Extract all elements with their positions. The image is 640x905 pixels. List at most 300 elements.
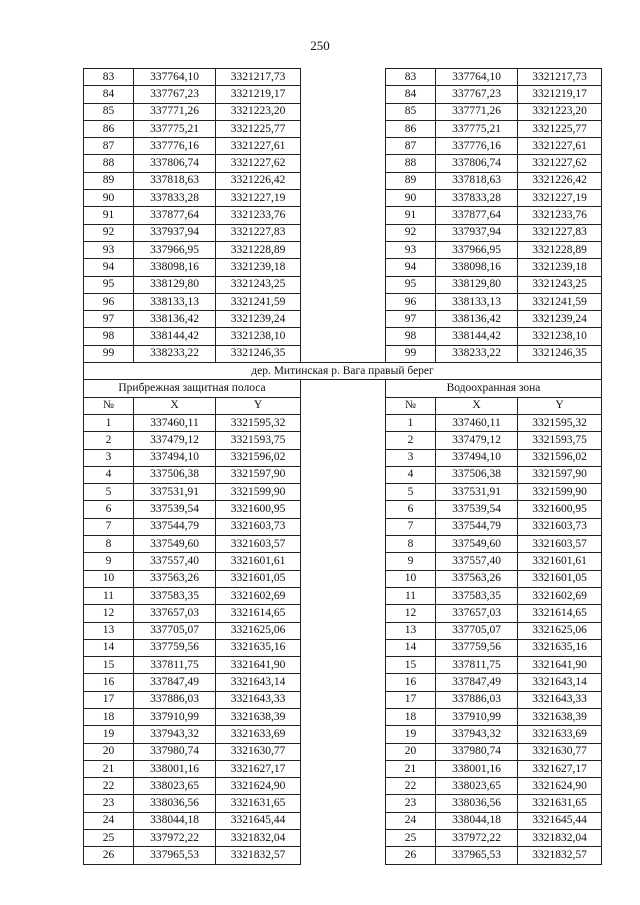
table-row [84,86,602,103]
num-cell: 17 [84,691,134,708]
column-gap [301,120,386,137]
y-cell: 3321603,73 [518,518,602,535]
x-cell: 337965,53 [134,847,216,864]
y-cell: 3321631,65 [518,795,602,812]
y-cell: 3321239,18 [216,259,301,276]
y-cell: 3321832,57 [216,847,301,864]
x-cell: 337937,94 [436,224,518,241]
coordinates-table [83,68,602,865]
y-cell: 3321635,16 [518,639,602,656]
x-cell: 337531,91 [134,484,216,501]
num-cell: 21 [84,760,134,777]
num-cell: 13 [84,622,134,639]
y-cell: 3321599,90 [216,484,301,501]
num-cell: 23 [386,795,436,812]
x-cell: 338136,42 [134,311,216,328]
x-cell: 337811,75 [134,657,216,674]
y-cell: 3321225,77 [216,120,301,137]
x-cell: 338023,65 [436,778,518,795]
x-cell: 337557,40 [436,553,518,570]
y-cell: 3321643,14 [518,674,602,691]
num-cell: 87 [386,138,436,155]
table-row [84,293,602,310]
y-cell: 3321643,33 [216,691,301,708]
y-cell: 3321228,89 [518,241,602,258]
x-cell: 337972,22 [436,830,518,847]
x-cell: 338098,16 [134,259,216,276]
x-cell: 337980,74 [134,743,216,760]
y-cell: 3321227,19 [518,190,602,207]
table-row [84,518,602,535]
column-gap [301,172,386,189]
table-row [84,345,602,362]
y-cell: 3321233,76 [216,207,301,224]
num-cell: 25 [84,830,134,847]
x-cell: 338144,42 [134,328,216,345]
table-row [84,432,602,449]
table-row [84,103,602,120]
num-cell: 1 [84,414,134,431]
num-cell: 90 [84,190,134,207]
num-cell: 20 [386,743,436,760]
x-cell: 337539,54 [134,501,216,518]
x-cell: 338133,13 [436,293,518,310]
y-cell: 3321602,69 [216,587,301,604]
x-cell: 338136,42 [436,311,518,328]
x-cell: 338133,13 [134,293,216,310]
x-cell: 337972,22 [134,830,216,847]
x-cell: 338044,18 [436,812,518,829]
table-row [84,224,602,241]
num-cell: 6 [84,501,134,518]
x-cell: 337657,03 [436,605,518,622]
num-cell: 83 [84,69,134,86]
table-row [84,778,602,795]
y-cell: 3321614,65 [518,605,602,622]
num-cell: 14 [386,639,436,656]
x-cell: 337657,03 [134,605,216,622]
x-cell: 337910,99 [436,708,518,725]
zone-title-row [84,380,602,397]
num-cell: 3 [386,449,436,466]
x-cell: 337910,99 [134,708,216,725]
num-cell: 9 [84,553,134,570]
y-cell: 3321832,04 [216,830,301,847]
y-cell: 3321614,65 [216,605,301,622]
header-x: X [436,397,518,414]
y-cell: 3321633,69 [518,726,602,743]
x-cell: 338129,80 [134,276,216,293]
x-cell: 337965,53 [436,847,518,864]
x-cell: 338144,42 [436,328,518,345]
y-cell: 3321643,14 [216,674,301,691]
num-cell: 15 [386,657,436,674]
table-row [84,69,602,86]
y-cell: 3321635,16 [216,639,301,656]
y-cell: 3321630,77 [216,743,301,760]
x-cell: 337506,38 [436,466,518,483]
x-cell: 338044,18 [134,812,216,829]
num-cell: 95 [84,276,134,293]
column-gap [301,155,386,172]
x-cell: 337563,26 [134,570,216,587]
num-cell: 84 [386,86,436,103]
x-cell: 337460,11 [134,414,216,431]
table-row [84,760,602,777]
num-cell: 83 [386,69,436,86]
x-cell: 337980,74 [436,743,518,760]
num-cell: 10 [386,570,436,587]
x-cell: 337966,95 [436,241,518,258]
y-cell: 3321227,62 [216,155,301,172]
column-gap [301,708,386,725]
table-row [84,466,602,483]
table-row [84,795,602,812]
table-row [84,501,602,518]
y-cell: 3321601,05 [216,570,301,587]
num-cell: 1 [386,414,436,431]
num-cell: 5 [84,484,134,501]
table-row [84,449,602,466]
num-cell: 97 [386,311,436,328]
table-row [84,207,602,224]
column-gap [301,536,386,553]
x-cell: 337818,63 [436,172,518,189]
page-number: 250 [310,38,330,53]
num-cell: 25 [386,830,436,847]
num-cell: 13 [386,622,436,639]
num-cell: 98 [386,328,436,345]
y-cell: 3321625,06 [216,622,301,639]
y-cell: 3321597,90 [518,466,602,483]
column-gap [301,587,386,604]
y-cell: 3321239,24 [518,311,602,328]
num-cell: 96 [84,293,134,310]
y-cell: 3321241,59 [216,293,301,310]
y-cell: 3321603,73 [216,518,301,535]
y-cell: 3321246,35 [216,345,301,362]
num-cell: 18 [84,708,134,725]
table-row [84,657,602,674]
x-cell: 337937,94 [134,224,216,241]
y-cell: 3321601,05 [518,570,602,587]
y-cell: 3321227,62 [518,155,602,172]
table-row [84,812,602,829]
num-cell: 12 [84,605,134,622]
column-gap [301,311,386,328]
num-cell: 99 [84,345,134,362]
x-cell: 338233,22 [436,345,518,362]
column-gap [301,691,386,708]
num-cell: 4 [84,466,134,483]
y-cell: 3321643,33 [518,691,602,708]
x-cell: 337818,63 [134,172,216,189]
table-row [84,190,602,207]
num-cell: 86 [386,120,436,137]
x-cell: 337759,56 [436,639,518,656]
num-cell: 89 [84,172,134,189]
num-cell: 4 [386,466,436,483]
y-cell: 3321641,90 [216,657,301,674]
x-cell: 337833,28 [436,190,518,207]
y-cell: 3321595,32 [518,414,602,431]
x-cell: 337943,32 [436,726,518,743]
x-cell: 337563,26 [436,570,518,587]
column-gap [301,138,386,155]
y-cell: 3321603,57 [216,536,301,553]
column-gap [301,778,386,795]
column-gap [301,501,386,518]
num-cell: 26 [84,847,134,864]
y-cell: 3321625,06 [518,622,602,639]
num-cell: 19 [84,726,134,743]
y-cell: 3321239,24 [216,311,301,328]
y-cell: 3321638,39 [518,708,602,725]
num-cell: 93 [386,241,436,258]
x-cell: 337759,56 [134,639,216,656]
x-cell: 338098,16 [436,259,518,276]
num-cell: 22 [84,778,134,795]
x-cell: 337775,21 [134,120,216,137]
x-cell: 337705,07 [134,622,216,639]
x-cell: 337549,60 [134,536,216,553]
table-row [84,536,602,553]
column-gap [301,328,386,345]
y-cell: 3321239,18 [518,259,602,276]
y-cell: 3321227,83 [518,224,602,241]
x-cell: 337767,23 [134,86,216,103]
num-cell: 6 [386,501,436,518]
y-cell: 3321599,90 [518,484,602,501]
x-cell: 337764,10 [134,69,216,86]
num-cell: 90 [386,190,436,207]
num-cell: 87 [84,138,134,155]
table-row [84,172,602,189]
y-cell: 3321243,25 [518,276,602,293]
column-gap [301,224,386,241]
y-cell: 3321630,77 [518,743,602,760]
num-cell: 7 [84,518,134,535]
y-cell: 3321238,10 [518,328,602,345]
table-row [84,708,602,725]
y-cell: 3321596,02 [216,449,301,466]
num-cell: 88 [84,155,134,172]
num-cell: 2 [386,432,436,449]
x-cell: 337966,95 [134,241,216,258]
num-cell: 92 [386,224,436,241]
x-cell: 337544,79 [436,518,518,535]
num-cell: 21 [386,760,436,777]
column-gap [301,726,386,743]
x-cell: 337847,49 [436,674,518,691]
num-cell: 85 [84,103,134,120]
x-cell: 337506,38 [134,466,216,483]
y-cell: 3321225,77 [518,120,602,137]
y-cell: 3321246,35 [518,345,602,362]
column-gap [301,795,386,812]
x-cell: 338233,22 [134,345,216,362]
y-cell: 3321227,19 [216,190,301,207]
y-cell: 3321600,95 [518,501,602,518]
num-cell: 95 [386,276,436,293]
column-gap [301,812,386,829]
x-cell: 337583,35 [436,587,518,604]
x-cell: 337539,54 [436,501,518,518]
y-cell: 3321601,61 [216,553,301,570]
y-cell: 3321645,44 [518,812,602,829]
num-cell: 3 [84,449,134,466]
x-cell: 337494,10 [436,449,518,466]
x-cell: 337705,07 [436,622,518,639]
x-cell: 337479,12 [134,432,216,449]
num-cell: 24 [386,812,436,829]
table-row [84,311,602,328]
header-x: X [134,397,216,414]
num-cell: 5 [386,484,436,501]
column-gap [301,276,386,293]
y-cell: 3321243,25 [216,276,301,293]
table-row [84,241,602,258]
column-gap [301,190,386,207]
y-cell: 3321832,57 [518,847,602,864]
x-cell: 337806,74 [134,155,216,172]
table-row [84,414,602,431]
num-cell: 2 [84,432,134,449]
x-cell: 338001,16 [436,760,518,777]
table-row [84,587,602,604]
num-cell: 9 [386,553,436,570]
y-cell: 3321593,75 [518,432,602,449]
y-cell: 3321627,17 [518,760,602,777]
y-cell: 3321219,17 [518,86,602,103]
y-cell: 3321217,73 [216,69,301,86]
x-cell: 337943,32 [134,726,216,743]
num-cell: 26 [386,847,436,864]
x-cell: 337847,49 [134,674,216,691]
num-cell: 84 [84,86,134,103]
x-cell: 337886,03 [436,691,518,708]
y-cell: 3321227,83 [216,224,301,241]
column-gap [301,207,386,224]
num-cell: 20 [84,743,134,760]
column-gap [301,69,386,86]
num-cell: 12 [386,605,436,622]
x-cell: 337479,12 [436,432,518,449]
num-cell: 99 [386,345,436,362]
y-cell: 3321602,69 [518,587,602,604]
num-cell: 92 [84,224,134,241]
column-gap [301,293,386,310]
num-cell: 10 [84,570,134,587]
column-gap [301,414,386,431]
header-y: Y [216,397,301,414]
section-title-row [84,363,602,380]
column-gap [301,449,386,466]
column-gap [301,553,386,570]
table-row [84,622,602,639]
x-cell: 337764,10 [436,69,518,86]
y-cell: 3321600,95 [216,501,301,518]
x-cell: 337494,10 [134,449,216,466]
section-title: дер. Митинская р. Вага правый берег [84,363,602,380]
y-cell: 3321597,90 [216,466,301,483]
x-cell: 337776,16 [436,138,518,155]
column-gap [301,830,386,847]
column-gap [301,103,386,120]
y-cell: 3321645,44 [216,812,301,829]
num-cell: 96 [386,293,436,310]
num-cell: 17 [386,691,436,708]
table-row [84,570,602,587]
num-cell: 85 [386,103,436,120]
y-cell: 3321595,32 [216,414,301,431]
num-cell: 18 [386,708,436,725]
header-number: № [386,397,436,414]
table-row [84,276,602,293]
num-cell: 94 [84,259,134,276]
x-cell: 337460,11 [436,414,518,431]
num-cell: 19 [386,726,436,743]
x-cell: 337771,26 [134,103,216,120]
num-cell: 86 [84,120,134,137]
num-cell: 93 [84,241,134,258]
column-gap [301,432,386,449]
x-cell: 338036,56 [436,795,518,812]
num-cell: 89 [386,172,436,189]
x-cell: 337877,64 [436,207,518,224]
column-gap [301,605,386,622]
column-header-row [84,397,602,414]
column-gap [301,674,386,691]
x-cell: 337877,64 [134,207,216,224]
num-cell: 14 [84,639,134,656]
num-cell: 7 [386,518,436,535]
x-cell: 337811,75 [436,657,518,674]
y-cell: 3321624,90 [518,778,602,795]
x-cell: 337767,23 [436,86,518,103]
x-cell: 337833,28 [134,190,216,207]
column-gap [301,397,386,414]
table-row [84,830,602,847]
column-gap [301,345,386,362]
num-cell: 91 [386,207,436,224]
y-cell: 3321238,10 [216,328,301,345]
num-cell: 24 [84,812,134,829]
x-cell: 337544,79 [134,518,216,535]
column-gap [301,259,386,276]
column-gap [301,657,386,674]
table-row [84,484,602,501]
y-cell: 3321596,02 [518,449,602,466]
left-zone-title: Прибрежная защитная полоса [84,380,301,397]
right-zone-title: Водоохранная зона [386,380,602,397]
y-cell: 3321603,57 [518,536,602,553]
y-cell: 3321233,76 [518,207,602,224]
y-cell: 3321832,04 [518,830,602,847]
column-gap [301,570,386,587]
x-cell: 337549,60 [436,536,518,553]
num-cell: 15 [84,657,134,674]
y-cell: 3321641,90 [518,657,602,674]
x-cell: 338129,80 [436,276,518,293]
column-gap [301,518,386,535]
column-gap [301,86,386,103]
y-cell: 3321223,20 [518,103,602,120]
y-cell: 3321226,42 [518,172,602,189]
x-cell: 337886,03 [134,691,216,708]
num-cell: 11 [84,587,134,604]
y-cell: 3321593,75 [216,432,301,449]
